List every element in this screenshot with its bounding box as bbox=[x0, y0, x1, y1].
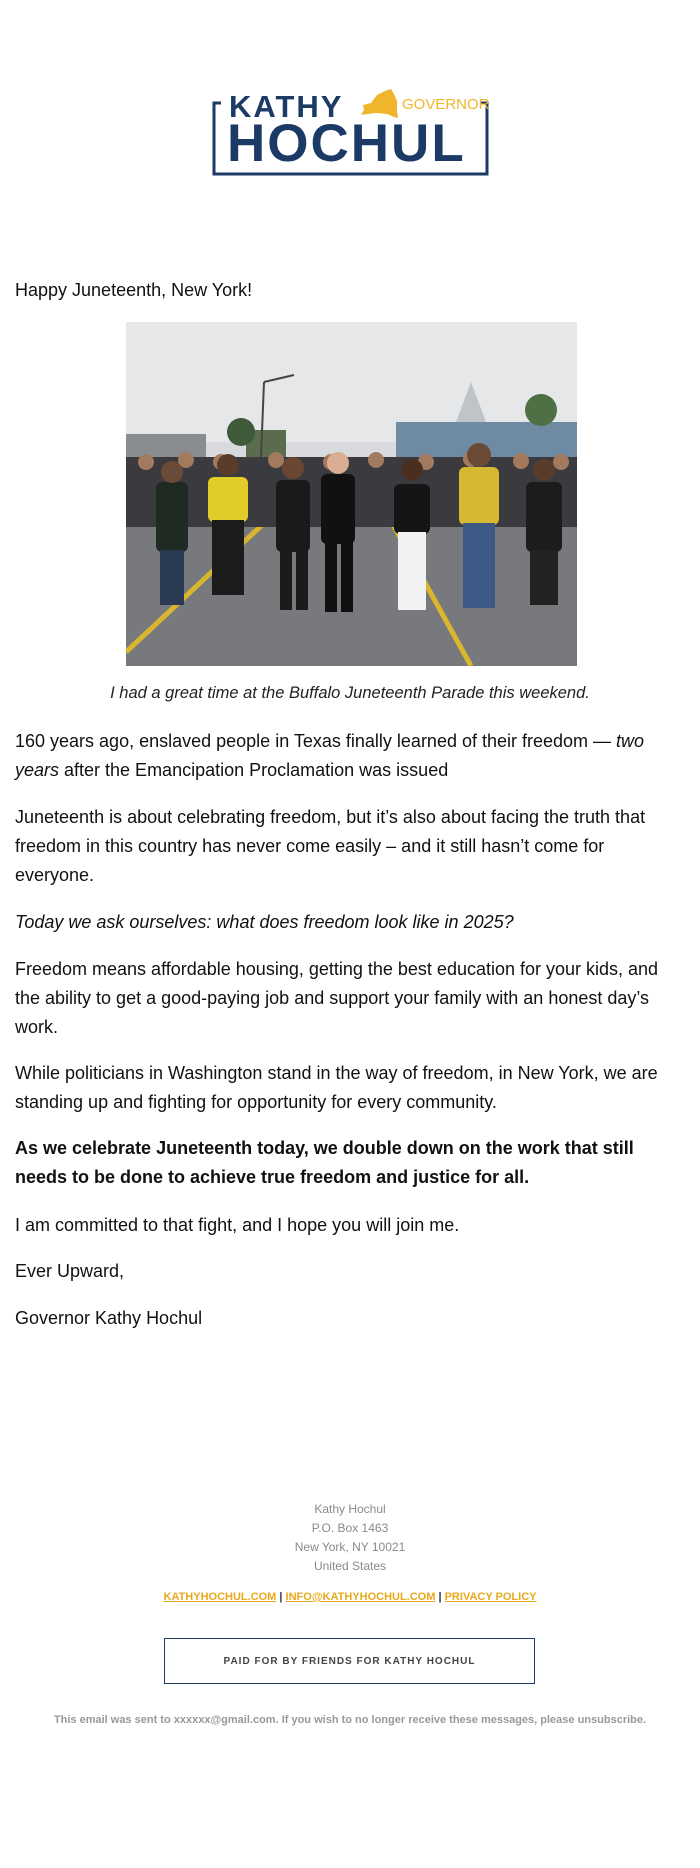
paragraph-freedom-means: Freedom means affordable housing, getting the best education for your kids, and the ability to get a good-paying job and support your family with an honest day’s work. bbox=[15, 959, 659, 1037]
link-separator: | bbox=[276, 1591, 286, 1603]
signature: Governor Kathy Hochul bbox=[15, 1308, 203, 1328]
photo-caption: I had a great time at the Buffalo Juneteenth Parade this weekend. bbox=[110, 684, 590, 702]
footer-address-city: New York, NY 10021 bbox=[294, 1540, 406, 1554]
paragraph-double-down: As we celebrate Juneteenth today, we double down on the work that still needs to be done to achieve true freedom and justice for all. bbox=[15, 1138, 634, 1187]
signoff: Ever Upward, bbox=[15, 1261, 125, 1281]
paid-for-text: PAID FOR BY FRIENDS FOR KATHY HOCHUL bbox=[223, 1655, 476, 1667]
paragraph-committed: I am committed to that fight, and I hope you will join me. bbox=[15, 1215, 460, 1235]
footer-links bbox=[0, 1591, 700, 1603]
greeting: Happy Juneteenth, New York! bbox=[15, 280, 253, 300]
logo-hochul-text: HOCHUL bbox=[227, 114, 466, 173]
paragraph-history-a: 160 years ago, enslaved people in Texas finally learned of their freedom — bbox=[15, 731, 617, 751]
link-separator: | bbox=[435, 1591, 445, 1603]
parade-photo bbox=[126, 322, 577, 666]
paragraph-question bbox=[15, 908, 665, 937]
paragraph-question-text: Today we ask ourselves: what does freedom look like in 2025? bbox=[15, 912, 514, 932]
footer-address bbox=[0, 1500, 700, 1576]
paragraph-history-b: after the Emancipation Proclamation was issued bbox=[59, 760, 449, 780]
paragraph-washington: While politicians in Washington stand in the way of freedom, in New York, we are standing up and fighting for opportunity for every community. bbox=[15, 1063, 658, 1112]
paid-for-disclaimer bbox=[164, 1638, 535, 1684]
logo-governor-text: GOVERNOR bbox=[402, 96, 490, 113]
email-link[interactable]: INFO@KATHYHOCHUL.COM bbox=[285, 1591, 436, 1603]
footer-address-po-box: P.O. Box 1463 bbox=[311, 1521, 389, 1535]
logo-kathy-text: KATHY bbox=[229, 89, 344, 124]
paragraph-history bbox=[15, 727, 665, 785]
paragraph-history-emphasis: two years bbox=[15, 731, 645, 780]
privacy-policy-link[interactable]: PRIVACY POLICY bbox=[444, 1591, 537, 1603]
website-link[interactable]: KATHYHOCHUL.COM bbox=[163, 1591, 277, 1603]
paragraph-celebrating-freedom: Juneteenth is about celebrating freedom, but it’s also about facing the truth that freedom in this country has never come easily – and it still hasn’t come for everyone. bbox=[15, 807, 646, 885]
footer-address-country: United States bbox=[313, 1559, 387, 1573]
kathy-hochul-logo bbox=[211, 85, 490, 177]
unsubscribe-notice[interactable]: This email was sent to xxxxxx@gmail.com. If you wish to no longer receive these messages, please unsubscribe. bbox=[53, 1714, 647, 1726]
footer-address-name: Kathy Hochul bbox=[314, 1502, 386, 1516]
